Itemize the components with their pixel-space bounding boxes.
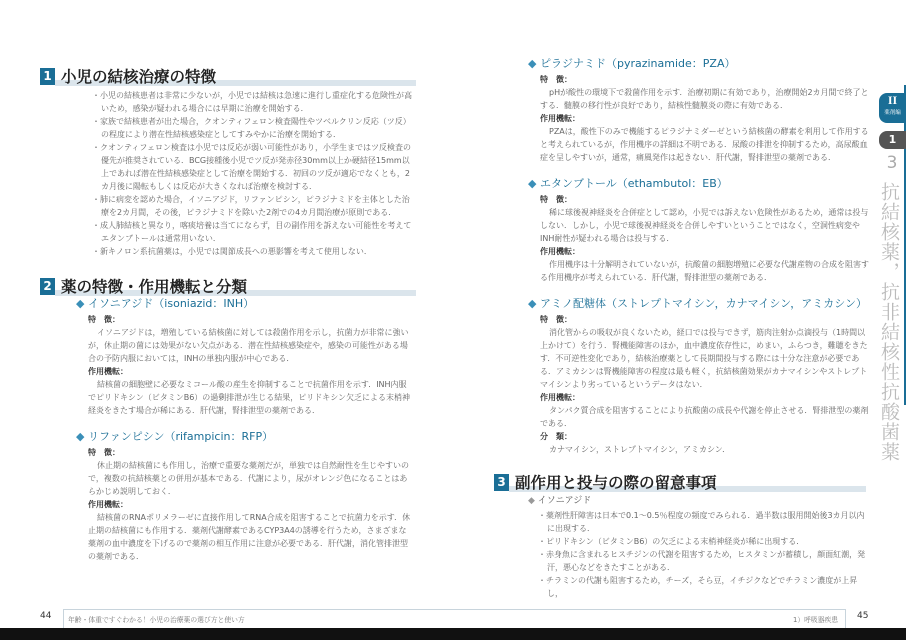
left-page-column: [40, 66, 416, 563]
bullet-item: ・ 成人肺結核と異なり，喀痰培養は当てにならず，目の副作用を訴えない可能性を考えてエタンブトールは通常用いない．: [92, 219, 414, 245]
drug-eb: [528, 176, 870, 284]
class-label: 分 類：: [540, 432, 572, 441]
mechanism-label: 作用機転：: [540, 114, 580, 123]
section-heading-1: [40, 66, 416, 86]
drug-name: ◆ リファンピシン（rifampicin：RFP）: [76, 429, 414, 445]
feature-text: 消化管からの吸収が良くないため，経口では投与できず，筋肉注射か点滴投与（1時間以上かけて）を行う．腎機能障害のほか，血中濃度依存性に，めまい，ふらつき，難聴をきたす．不可逆性変化であり，結核治療薬として長期間投与する際には十分な注意が必要である．アミカシンは腎機能障害の程度は最も軽く，抗結核菌効果がカナマイシンやストレプトマイシンより劣っているというデータはない．: [540, 328, 868, 389]
section1-bullets: [92, 89, 414, 258]
class-text: カナマイシン，ストレプトマイシン，アミカシン．: [549, 445, 731, 454]
feature-text: イソニアジドは，増殖している結核菌に対しては殺菌作用を示し，抗菌力が非常に強いが，休止期の菌には効果がない欠点がある．潜在性結核感染症や，感染の可能性がある場合の予防内服においては，INHの単独内服が中心である．: [88, 328, 409, 363]
footer-rule: [453, 609, 846, 628]
mechanism-text: 作用機序は十分解明されていないが，抗酸菌の細胞増殖に必要な代謝産物の合成を阻害する作用機序が考えられている．肝代謝，腎排泄型の薬剤である．: [540, 260, 869, 282]
drug-aminoglycoside: [528, 296, 870, 456]
drug-pza: [528, 56, 870, 164]
bullet-item: ・ 肺に病変を認めた場合，イソニアジド，リファンピシン，ピラジナミドを主体とした治療を2カ月間，その後，ピラジナミドを除いた2剤での4カ月間治療が原則である．: [92, 193, 414, 219]
mechanism-text: 結核菌の細胞壁に必要なミコール酸の産生を抑制することで抗菌作用を示す．INH内服でピリドキシン（ビタミンB6）の過剰排泄が生じる結果，ピリドキシン欠乏による末梢神経炎をきたす場合が稀にある．肝代謝，腎排泄型の薬剤である．: [88, 380, 411, 415]
bullet-item: ・ 薬剤性肝障害は日本で0.1～0.5％程度の頻度でみられる．過半数は服用開始後3カ月以内に出現する．: [538, 509, 870, 535]
section-heading-3: [494, 472, 866, 492]
bullet-item: ・ 赤身魚に含まれるヒスチジンの代謝を阻害するため，ヒスタミンが蓄積し，顔面紅潮，発汗，悪心などをきたすことがある．: [538, 548, 870, 574]
section-number: 3: [494, 474, 509, 491]
section-number: 1: [40, 68, 55, 85]
side-tab-chapter: 1: [879, 131, 906, 149]
bullet-item: ・ 家族で結核患者が出た場合，クオンティフェロン検査陽性やツベルクリン反応（ツ反）の程度により潜在性結核感染症としてすみやかに治療を開始する．: [92, 115, 414, 141]
bullet-item: ・ ピリドキシン（ビタミンB6）の欠乏による末梢神経炎が稀に出現する．: [538, 535, 870, 548]
bullet-item: ・ 小児の結核患者は非常に少ないが，小児では結核は急速に進行し重症化する危険性が高いため，感染が疑われる場合には早期に治療を開始する．: [92, 89, 414, 115]
mechanism-label: 作用機転：: [88, 367, 128, 376]
section-title: 副作用と投与の際の留意事項: [515, 474, 717, 492]
drug-name: ◆ エタンブトール（ethambutol：EB）: [528, 176, 870, 192]
part-label: 薬剤編: [884, 110, 901, 116]
section-title: 小児の結核治療の特徴: [61, 68, 217, 86]
right-page-column: [494, 56, 870, 600]
bullet-item: ・ チラミンの代謝も阻害するため，チーズ，そら豆，イチジクなどでチラミン濃度が上昇し，: [538, 574, 870, 600]
feature-label: 特 徴：: [88, 315, 120, 324]
mechanism-label: 作用機転：: [540, 393, 580, 402]
feature-text: pHが酸性の環境下で殺菌作用を示す．治療初期に有効であり，治療開始2カ月間で終了とする．髄膜の移行性が良好であり，結核性髄膜炎の際に有効である．: [540, 88, 869, 110]
mechanism-label: 作用機転：: [88, 500, 128, 509]
feature-text: 休止期の結核菌にも作用し，治療で重要な薬剤だが，単独では自然耐性を生じやすいので，複数の抗結核薬との併用が基本である．代謝により，尿がオレンジ色になることはあらかじめ説明しておく．: [88, 461, 409, 496]
mechanism-text: タンパク質合成を阻害することにより抗酸菌の成長や代謝を停止させる．腎排泄型の薬剤である．: [540, 406, 869, 428]
drug-name: ◆ イソニアジド（isoniazid：INH）: [76, 296, 414, 312]
drug-inh: [76, 296, 414, 417]
section-title: 薬の特徴・作用機転と分類: [61, 278, 248, 296]
bullet-item: ・ クオンティフェロン検査は小児では反応が弱い可能性があり，小学生まではツ反検査の優先が推奨されている．BCG接種後小児でツ反が発赤径30mm以上か硬結径15mm以上であれば潜在性結核感染症として治療を開始する．初回のツ反が適応でなくとも，2カ月後に陽転もしくは反応が大きくなれば治療を検討する．: [92, 141, 414, 193]
side-tab-title: 抗結核薬，抗非結核性抗酸菌薬: [878, 182, 900, 462]
mechanism-text: PZAは，酸性下のみで機能するピラジナミダーゼという結核菌の酵素を利用して作用すると考えられているが，作用機序の詳細は不明である．尿酸の排泄を抑制するため，高尿酸血症を呈しやすいが，通常，痛風発作は起きない．肝代謝，腎排泄型の薬剤である．: [540, 127, 869, 162]
feature-label: 特 徴：: [540, 195, 572, 204]
section3-bullets: [528, 509, 870, 600]
drug-rfp: [76, 429, 414, 563]
feature-label: 特 徴：: [540, 75, 572, 84]
part-number: II: [887, 93, 898, 107]
feature-label: 特 徴：: [88, 448, 120, 457]
bullet-item: ・ 新キノロン系抗菌薬は，小児では関節成長への悪影響を考えて使用しない．: [92, 245, 414, 258]
mechanism-text: 結核菌のRNAポリメラーゼに直接作用してRNA合成を阻害することで抗菌力を示す．休止期の結核菌にも作用する．薬剤代謝酵素であるCYP3A4の誘導を行うため，さまざまな薬剤の血中濃度を下げるので薬剤の相互作用に注意が必要である．肝代謝，消化管排泄型の薬剤である．: [88, 513, 411, 561]
section3-content: [528, 493, 870, 600]
book-title: 年齢・体重ですぐわかる！小児の治療薬の選び方と使い方: [68, 616, 245, 624]
section-heading-2: [40, 276, 416, 296]
section-number: 2: [40, 278, 55, 295]
page-number: 44: [40, 611, 52, 621]
drug-name: ◆ ピラジナミド（pyrazinamide：PZA）: [528, 56, 870, 72]
page-number: 45: [857, 611, 869, 621]
section-name: 1）呼吸器疾患: [793, 616, 839, 624]
bottom-border: [0, 628, 906, 640]
feature-text: 稀に球後視神経炎を合併症として認め，小児では訴えない危険性があるため，通常は投与しない．しかし，小児で球後視神経炎を合併しやすいということではなく，空洞性病変やINH耐性が疑われる場合は投与する．: [540, 208, 869, 243]
mechanism-label: 作用機転：: [540, 247, 580, 256]
drug-name: ◆ アミノ配糖体（ストレプトマイシン，カナマイシン，アミカシン）: [528, 296, 870, 312]
side-tab-part: [879, 93, 906, 123]
side-tab-item: 3: [886, 153, 898, 173]
subheading: ◆ イソニアジド: [528, 493, 870, 509]
feature-label: 特 徴：: [540, 315, 572, 324]
